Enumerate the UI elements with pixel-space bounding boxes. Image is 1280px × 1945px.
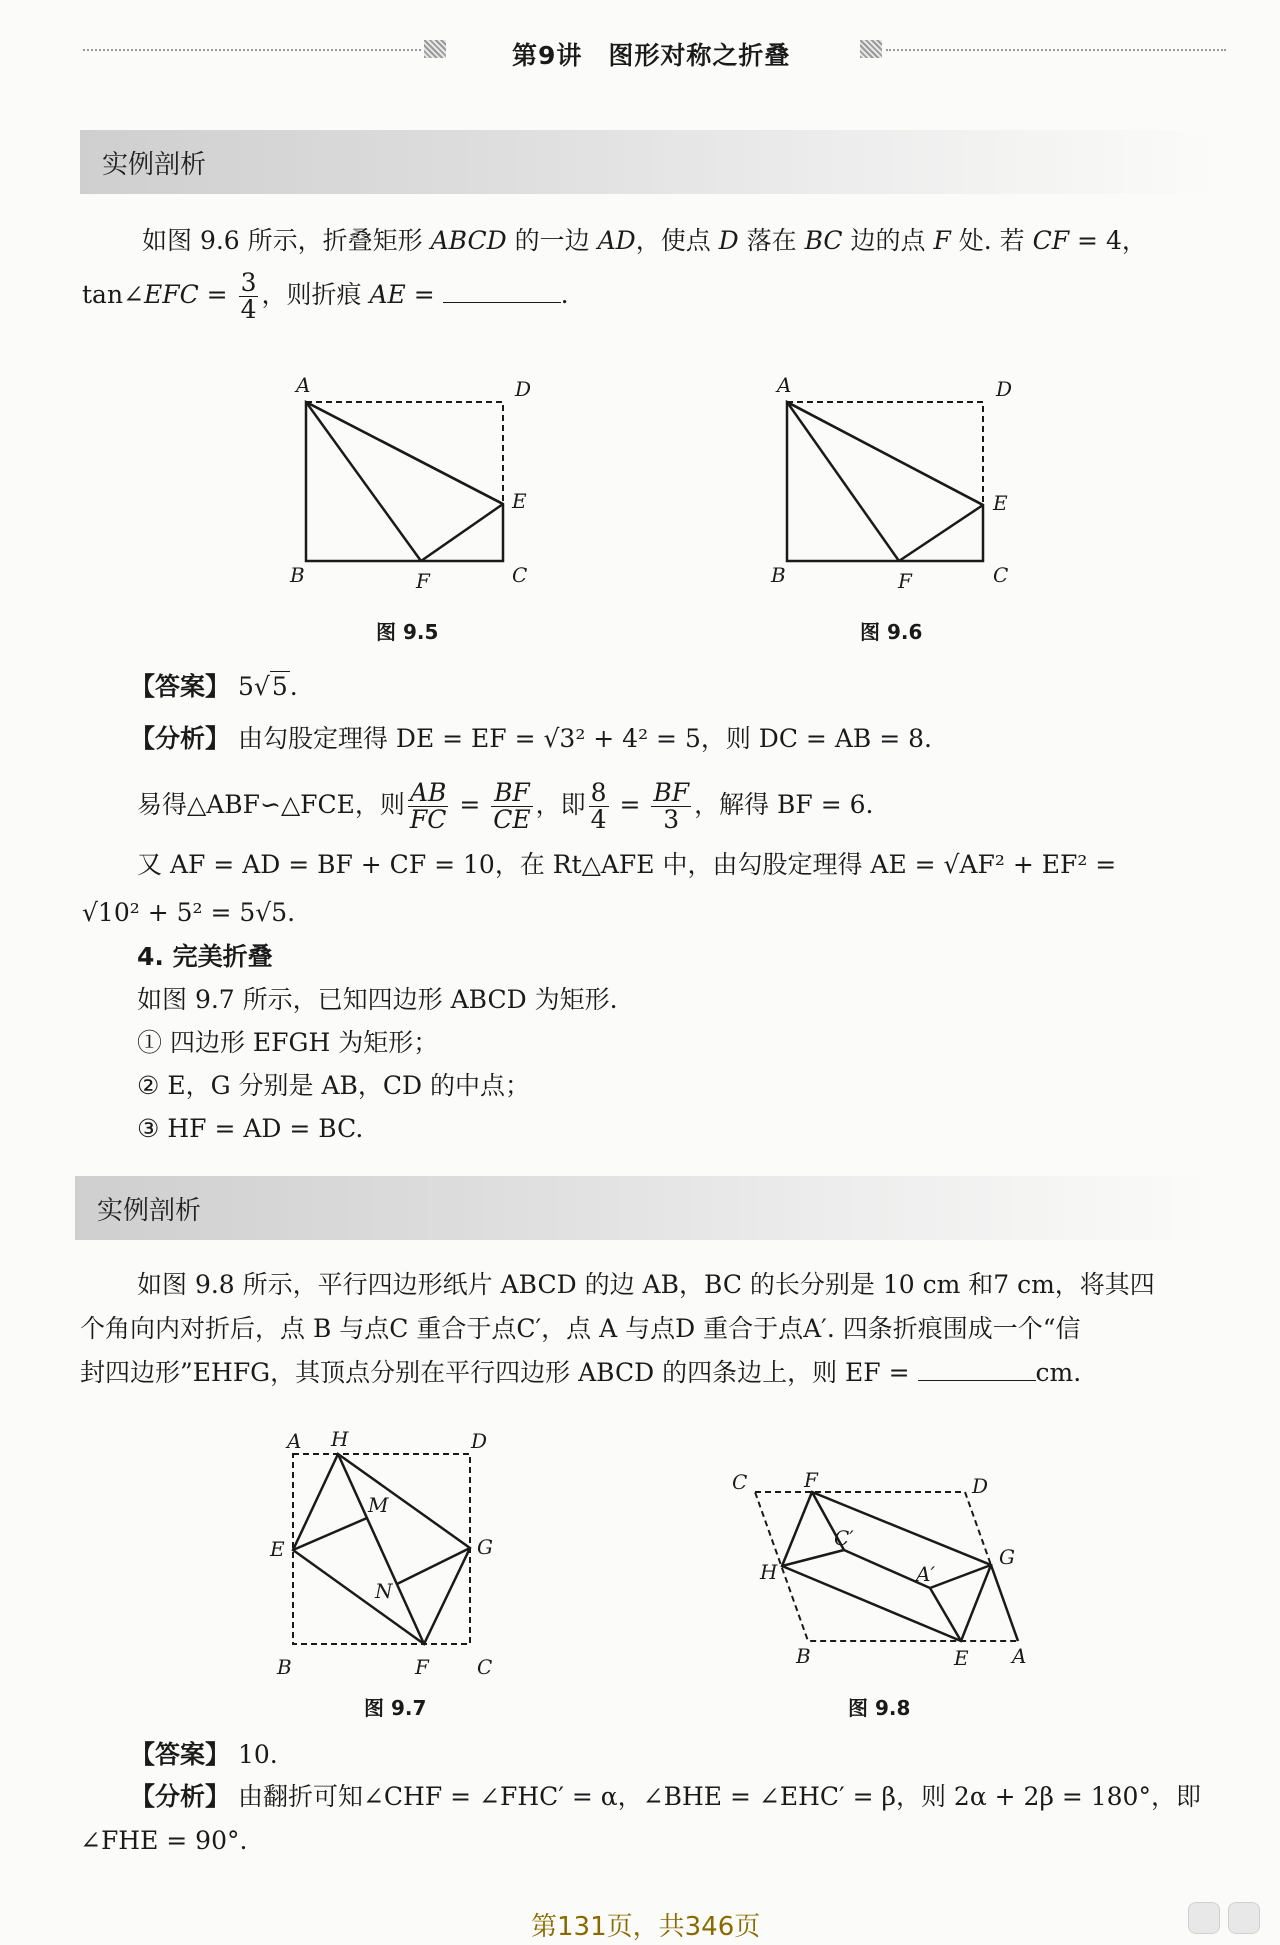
segment-A'E [930, 1588, 961, 1641]
label-H: H [331, 1427, 349, 1451]
label-A: A [1012, 1644, 1027, 1668]
figure-caption: 图 9.8 [848, 1696, 911, 1720]
figure-caption: 图 9.5 [376, 620, 439, 644]
label-D: D [471, 1429, 488, 1453]
fraction: $\frac{BF}{3}$ [653, 778, 690, 834]
figure-caption: 图 9.7 [364, 1696, 427, 1720]
header-rule-right [886, 49, 1226, 51]
label-A-prime: A′ [916, 1562, 935, 1586]
analysis1-line4: √10² + 5² = 5√5. [82, 898, 296, 927]
section4-item2: ② E，G 分别是 AB，CD 的中点； [137, 1071, 531, 1100]
banner-label: 实例剖析 [97, 1196, 202, 1226]
label-E: E [512, 489, 527, 513]
figure-9-6 [765, 370, 1025, 600]
label-C: C [993, 563, 1009, 587]
label-F: F [804, 1468, 818, 1492]
segment-GN [397, 1548, 470, 1584]
problem2-line2: 个角向内对折后，点 B 与点C 重合于点C′，点 A 与点D 重合于点A′. 四条折痕围成一个“信 [80, 1314, 1081, 1343]
segment-HF [338, 1454, 424, 1644]
segment-EM [293, 1518, 367, 1550]
header-ornament-left [424, 40, 446, 58]
label-A: A [287, 1429, 302, 1453]
segment-FE [899, 505, 983, 561]
problem2-line1: 如图 9.8 所示，平行四边形纸片 ABCD 的边 AB，BC 的长分别是 10 cm 和7 cm，将其四 [137, 1270, 1155, 1299]
analysis1-line2: 易得△ABF∽△FCE，则 $\frac{AB}{FC}$ = $\frac{BF}{CE}$ ，即 $\frac{8}{4}$ = $\frac{BF}{3}$ ，解得 BF = 6. [137, 778, 874, 834]
header-rule-left [83, 49, 421, 51]
label-F: F [415, 1655, 429, 1679]
label-C-prime: C′ [834, 1526, 854, 1550]
segment-FE [421, 504, 503, 561]
crease-AE [306, 402, 503, 504]
segment-GA [991, 1565, 1018, 1641]
page-header-title: 第9讲 图形对称之折叠 [512, 41, 791, 70]
fraction: $\frac{8}{4}$ [590, 778, 607, 834]
banner-label: 实例剖析 [102, 150, 207, 180]
answer1: 【答案】 5√5. [130, 672, 298, 701]
answer2: 【答案】 10. [130, 1740, 278, 1769]
label-G: G [999, 1545, 1015, 1569]
label-C: C [477, 1655, 493, 1679]
quadrilateral-EHFG [782, 1492, 991, 1641]
segment-HC' [782, 1550, 844, 1566]
label-M: M [368, 1493, 389, 1517]
figure-9-7 [265, 1420, 545, 1680]
label-E: E [993, 491, 1008, 515]
section-banner [80, 130, 1220, 194]
figure-9-5 [280, 370, 540, 600]
label-A: A [296, 373, 311, 397]
analysis1-line1: 【分析】 由勾股定理得 DE = EF = √3² + 4² = 5，则 DC = AB = 8. [130, 724, 932, 753]
section-banner [75, 1176, 1215, 1240]
problem2-line3: 封四边形”EHFG，其顶点分别在平行四边形 ABCD 的四条边上，则 EF = cm. [80, 1354, 1081, 1390]
answer-blank [918, 1354, 1036, 1381]
problem1-line1: 如图 9.6 所示，折叠矩形 ABCD 的一边 AD，使点 D 落在 BC 边的点 F 处. 若 CF = 4， [142, 226, 1147, 255]
label-E: E [954, 1646, 969, 1670]
label-B: B [290, 563, 305, 587]
problem1-line2: tan∠EFC = $\frac{3}{4}$ ，则折痕 AE = . [82, 268, 569, 324]
fraction: $\frac{3}{4}$ [240, 268, 257, 324]
analysis1-line3: 又 AF = AD = BF + CF = 10，在 Rt△AFE 中，由勾股定理得 AE = √AF² + EF² = [137, 850, 1117, 879]
label-B: B [771, 563, 786, 587]
page-indicator: 第131页，共346页 [531, 1912, 761, 1942]
segment-AF [787, 402, 899, 561]
label-B: B [277, 1655, 292, 1679]
label-F: F [898, 569, 912, 593]
analysis2-line1: 【分析】 由翻折可知∠CHF = ∠FHC′ = α，∠BHE = ∠EHC′ = β，则 2α + 2β = 180°，即 [130, 1782, 1201, 1811]
section4-item3: ③ HF = AD = BC. [137, 1114, 364, 1143]
answer-blank [443, 276, 561, 303]
label-E: E [270, 1537, 285, 1561]
section-title: 4. 完美折叠 [137, 942, 273, 971]
parallelogram-ABCD [755, 1492, 1018, 1641]
rectangle-edges [787, 402, 983, 561]
label-D: D [515, 377, 532, 401]
label-C: C [512, 563, 528, 587]
figure-9-8 [720, 1455, 1040, 1680]
label-A: A [777, 373, 792, 397]
section4-item1: ① 四边形 EFGH 为矩形； [137, 1028, 439, 1057]
fraction: $\frac{BF}{CE}$ [493, 778, 531, 834]
analysis2-line2: ∠FHE = 90°. [80, 1826, 248, 1855]
label-F: F [416, 569, 430, 593]
label-D: D [996, 377, 1013, 401]
label-D: D [972, 1474, 989, 1498]
section4-line1: 如图 9.7 所示，已知四边形 ABCD 为矩形. [137, 985, 618, 1014]
label-N: N [375, 1579, 393, 1603]
label-C: C [732, 1470, 748, 1494]
viewer-button[interactable] [1188, 1902, 1220, 1934]
header-ornament-right [860, 40, 882, 58]
label-B: B [796, 1644, 811, 1668]
segment-AF [306, 402, 421, 561]
crease-AE [787, 402, 983, 505]
segment-A'G [930, 1565, 991, 1588]
fraction: $\frac{AB}{FC}$ [409, 778, 447, 834]
label-H: H [760, 1560, 778, 1584]
label-G: G [477, 1535, 493, 1559]
viewer-button[interactable] [1228, 1902, 1260, 1934]
figure-caption: 图 9.6 [860, 620, 923, 644]
